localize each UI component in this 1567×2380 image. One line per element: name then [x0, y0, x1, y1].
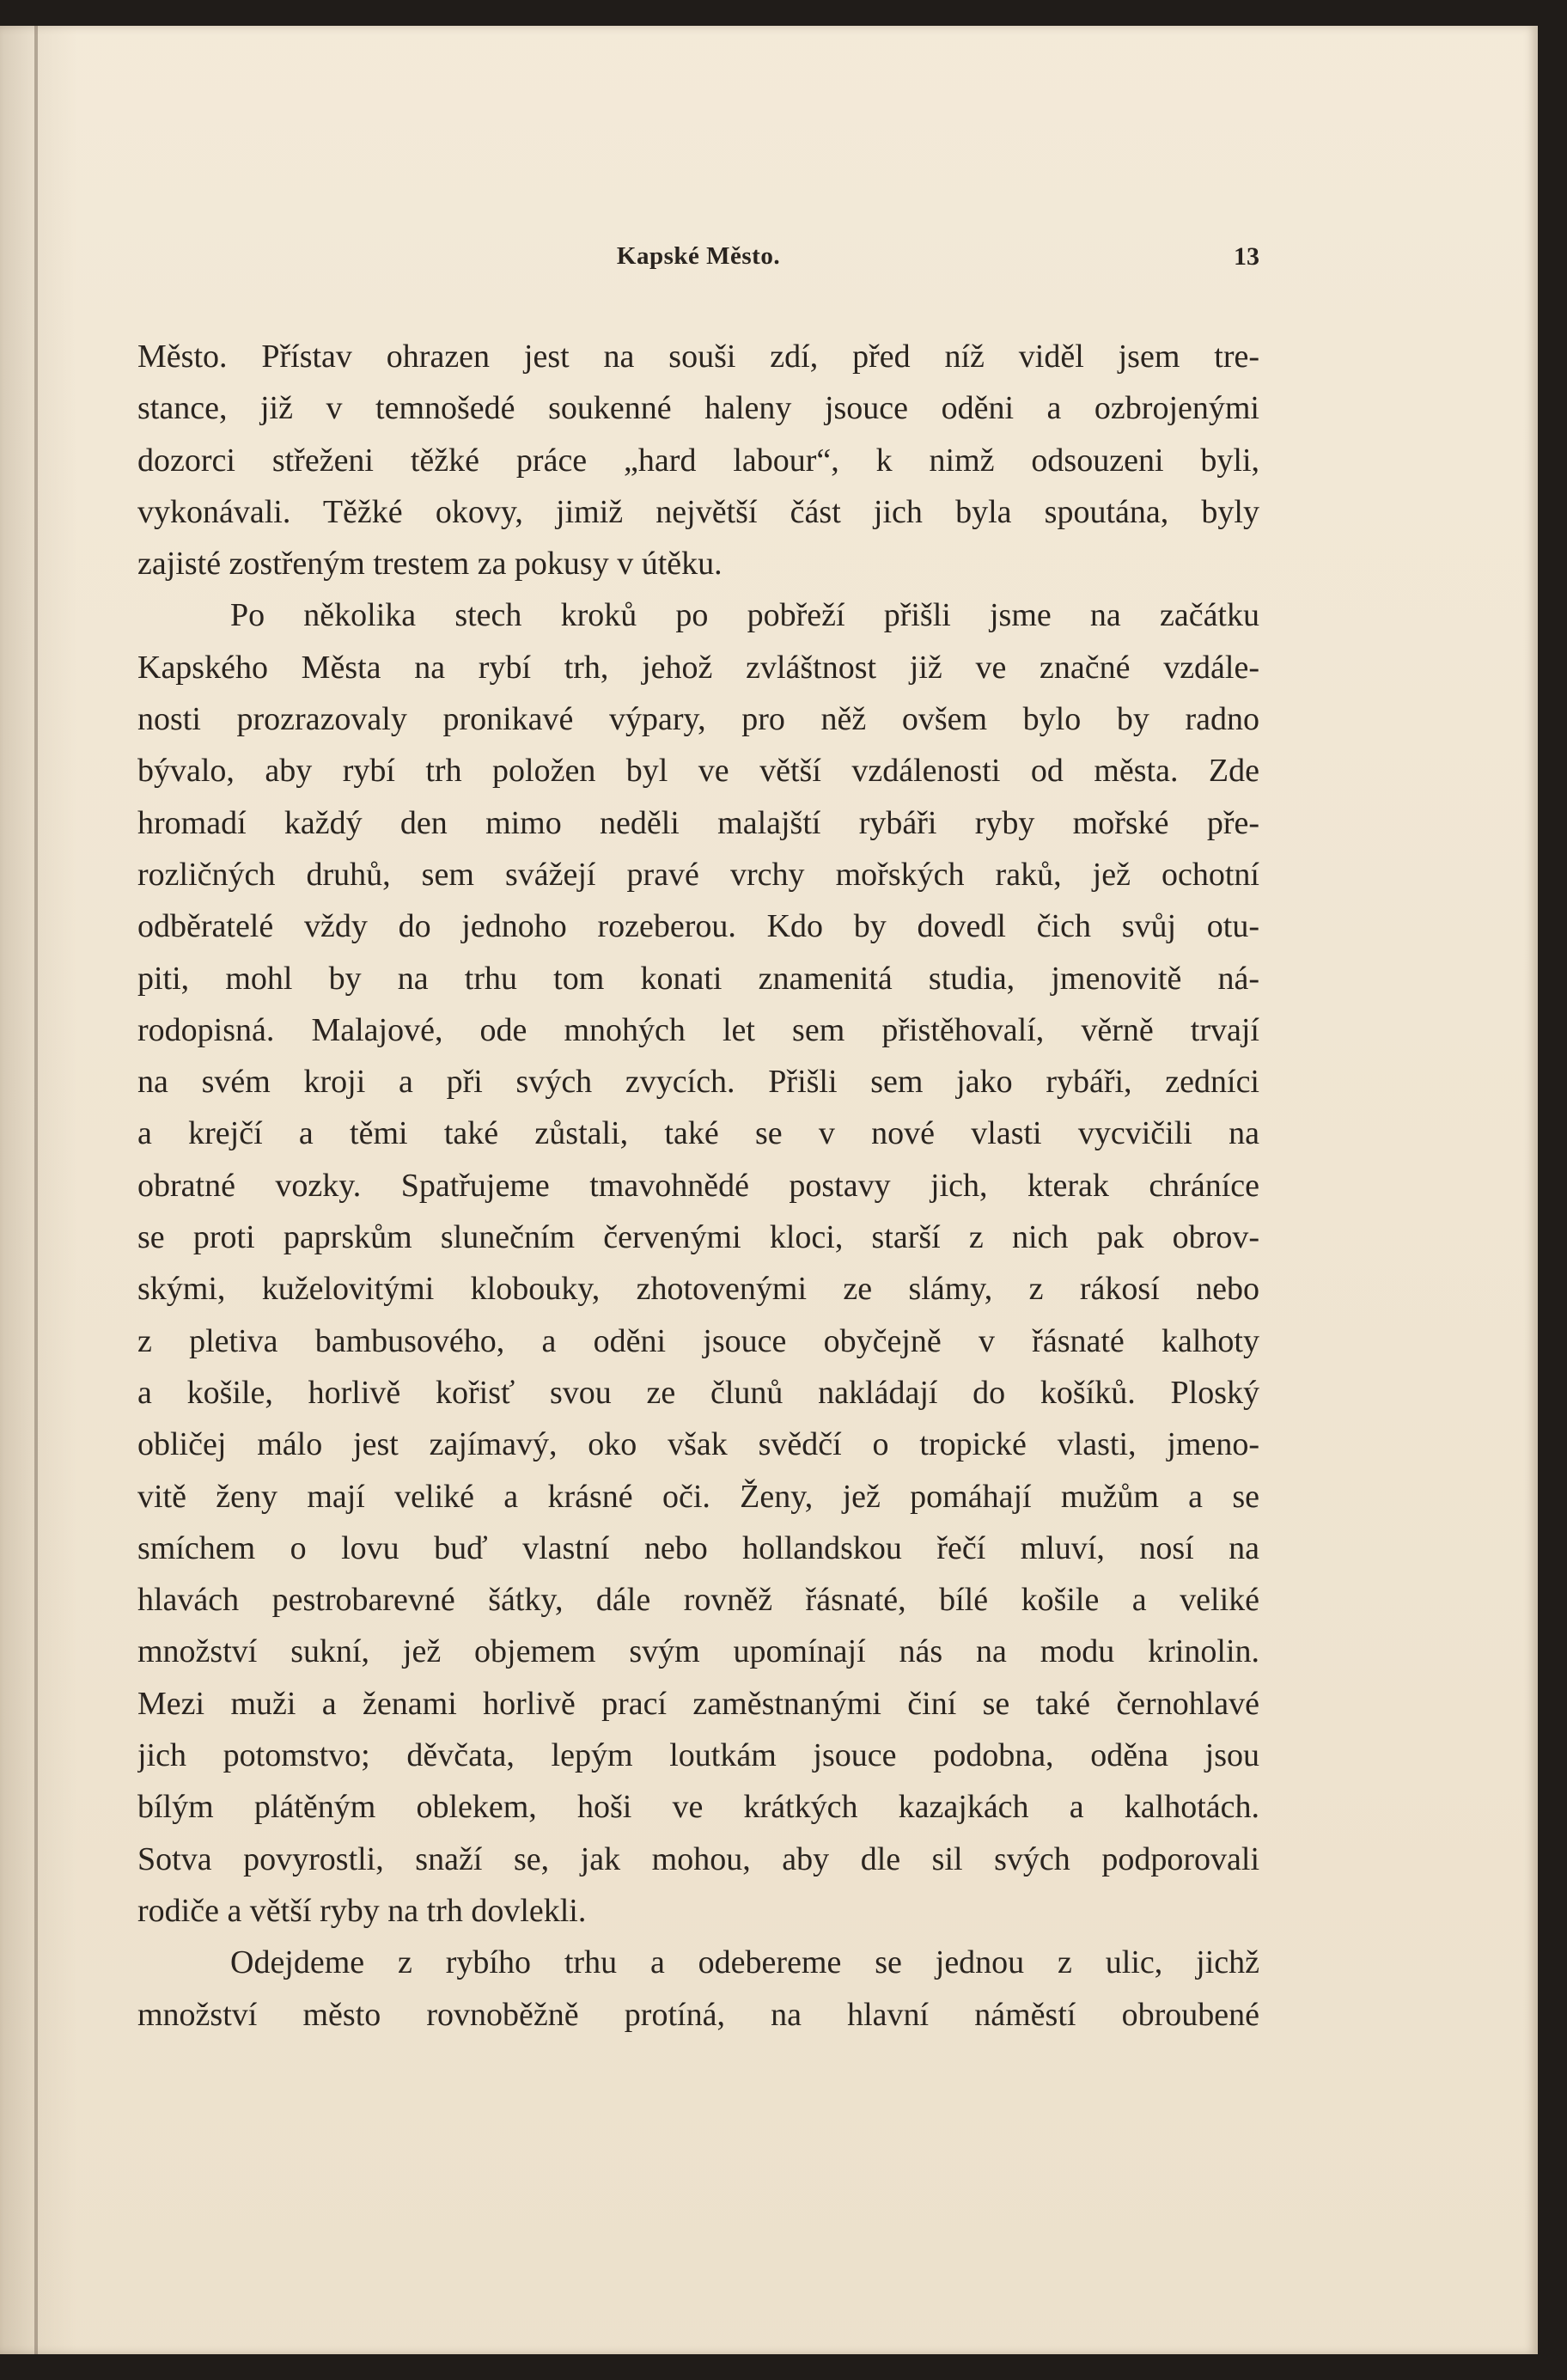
running-title: Kapské Město. — [616, 242, 781, 270]
text-line: obratné vozky. Spatřujeme tmavohnědé postavy jich, kterak chráníce — [137, 1167, 1259, 1204]
text-line: bývalo, aby rybí trh položen byl ve větší vzdálenosti od města. Zde — [137, 753, 1259, 790]
text-line: jich potomstvo; děvčata, lepým loutkám jsouce podobna, oděna jsou — [137, 1737, 1259, 1774]
text-line: vitě ženy mají veliké a krásné oči. Ženy, jež pomáhají mužům a se — [137, 1478, 1259, 1515]
text-line: piti, mohl by na trhu tom konati znamenitá studia, jmenovitě ná- — [137, 960, 1259, 997]
text-line: množství město rovnoběžně protíná, na hlavní náměstí obroubené — [137, 1996, 1259, 2033]
text-line: rodiče a větší ryby na trh dovlekli. — [137, 1892, 587, 1929]
text-line: skými, kuželovitými klobouky, zhotovenými ze slámy, z rákosí nebo — [137, 1271, 1259, 1308]
text-line: Odejdeme z rybího trhu a odebereme se jednou z ulic, jichž — [230, 1944, 1259, 1981]
text-line: bílým plátěným oblekem, hoši ve krátkých kazajkách a kalhotách. — [137, 1789, 1259, 1826]
text-line: Město. Přístav ohrazen jest na souši zdí, před níž viděl jsem tre- — [137, 339, 1259, 375]
page-gutter-shadow — [34, 26, 38, 2354]
text-line: množství sukní, jež objemem svým upomínají nás na modu krinolin. — [137, 1633, 1259, 1670]
text-line: a košile, horlivě kořisť svou ze člunů nakládají do košíků. Ploský — [137, 1374, 1259, 1411]
text-line: stance, již v temnošedé soukenné haleny jsouce oděni a ozbrojenými — [137, 390, 1259, 427]
text-line: obličej málo jest zajímavý, oko však svědčí o tropické vlasti, jmeno- — [137, 1426, 1259, 1463]
text-line: Kapského Města na rybí trh, jehož zvláštnost již ve značné vzdále- — [137, 649, 1259, 686]
text-line: vykonávali. Těžké okovy, jimiž největší část jich byla spoutána, byly — [137, 493, 1259, 530]
text-line: nosti prozrazovaly pronikavé výpary, pro něž ovšem bylo by radno — [137, 701, 1259, 738]
text-line: a krejčí a těmi také zůstali, také se v nové vlasti vycvičili na — [137, 1115, 1259, 1152]
text-line: hlavách pestrobarevné šátky, dále rovněž řásnaté, bílé košile a veliké — [137, 1582, 1259, 1619]
text-line: Po několika stech kroků po pobřeží přišli jsme na začátku — [230, 597, 1259, 634]
text-line: zajisté zostřeným trestem za pokusy v útěku. — [137, 546, 723, 583]
text-line: Mezi muži a ženami horlivě prací zaměstnanými činí se také černohlavé — [137, 1685, 1259, 1722]
text-line: rozličných druhů, sem svážejí pravé vrchy mořských raků, jež ochotní — [137, 856, 1259, 893]
text-line: Sotva povyrostli, snaží se, jak mohou, aby dle sil svých podporovali — [137, 1840, 1259, 1877]
text-line: odběratelé vždy do jednoho rozeberou. Kdo by dovedl čich svůj otu- — [137, 908, 1259, 945]
text-line: z pletiva bambusového, a oděni jsouce obyčejně v řásnaté kalhoty — [137, 1322, 1259, 1359]
text-line: na svém kroji a při svých zvycích. Přišli sem jako rybáři, zedníci — [137, 1064, 1259, 1101]
body-text — [137, 331, 1259, 2041]
page-number: 13 — [1234, 242, 1259, 271]
text-line: rodopisná. Malajové, ode mnohých let sem přistěhovalí, věrně trvají — [137, 1011, 1259, 1048]
text-line: smíchem o lovu buď vlastní nebo hollandskou řečí mluví, nosí na — [137, 1529, 1259, 1566]
text-line: se proti paprskům slunečním červenými kloci, starší z nich pak obrov- — [137, 1219, 1259, 1256]
page-header — [137, 234, 1259, 285]
text-line: hromadí každý den mimo neděli malajští rybáři ryby mořské pře- — [137, 804, 1259, 841]
text-line: dozorci střeženi těžké práce „hard labour“, k nimž odsouzeni byli, — [137, 442, 1259, 479]
